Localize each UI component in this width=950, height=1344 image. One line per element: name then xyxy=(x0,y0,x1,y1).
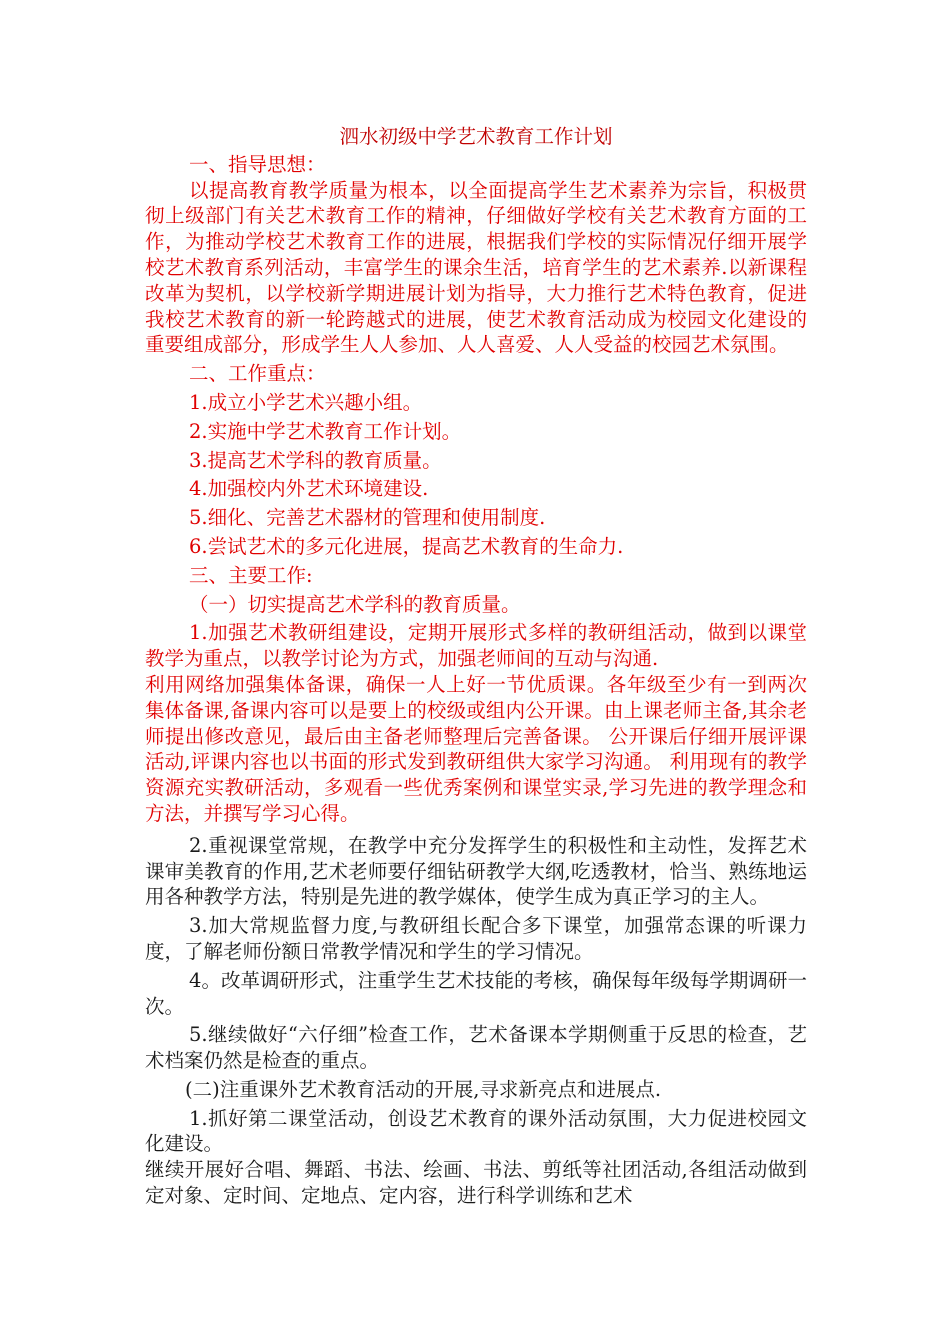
section3-sub2-item1-detail: 继续开展好合唱、舞蹈、书法、绘画、书法、剪纸等社团活动,各组活动做到定对象、定时间、定地点、定内容，进行科学训练和艺术 xyxy=(145,1158,807,1208)
section1-heading: 一、指导思想： xyxy=(189,152,326,176)
section3-sub2-item1: 1.抓好第二课堂活动，创设艺术教育的课外活动氛围，大力促进校园文化建设。 xyxy=(145,1106,807,1156)
section3-item4: 4。改革调研形式，注重学生艺术技能的考核，确保每年级每学期调研一次。 xyxy=(145,968,807,1018)
section2-item: 4.加强校内外艺术环境建设. xyxy=(189,477,429,501)
section3-heading: 三、主要工作: xyxy=(189,563,313,587)
section2-item: 2.实施中学艺术教育工作计划。 xyxy=(189,419,462,443)
section2-item: 6.尝试艺术的多元化进展，提高艺术教育的生命力. xyxy=(189,534,624,558)
section3-item5: 5.继续做好“六仔细”检查工作，艺术备课本学期侧重于反思的检查，艺术档案仍然是检查的重点。 xyxy=(145,1023,807,1073)
section3-item3: 3.加大常规监督力度,与教研组长配合多下课堂，加强常态课的听课力度，了解老师份额日常教学情况和学生的学习情况。 xyxy=(145,914,807,963)
section1-body: 以提高教育教学质量为根本，以全面提高学生艺术素养为宗旨，积极贯彻上级部门有关艺术教育工作的精神，仔细做好学校有关艺术教育方面的工作，为推动学校艺术教育工作的进展，根据我们学校的实际情况仔细开展学校艺术教育系列活动，丰富学生的课余生活，培育学生的艺术素养.以新课程改革为契机，以学校新学期进展计划为指导，大力推行艺术特色教育，促进我校艺术教育的新一轮跨越式的进展，使艺术教育活动成为校园文化建设的重要组成部分，形成学生人人参加、人人喜爱、人人受益的校园艺术氛围。 xyxy=(145,178,807,357)
section3-item1-detail: 利用网络加强集体备课，确保一人上好一节优质课。各年级至少有一到两次集体备课,备课内容可以是要上的校级或组内公开课。由上课老师主备,其余老师提出修改意见，最后由主备老师整理后完善备课。 公开课后仔细开展评课活动,评课内容也以书面的形式发到教研组供大家学习沟通。 利用现有的教学资源充实教研活动，多观看一些优秀案例和课堂实录,学习先进的教学理念和方法，并撰写学习心得。 xyxy=(145,672,807,825)
section2-item: 3.提高艺术学科的教育质量。 xyxy=(189,448,442,472)
document-page xyxy=(145,124,807,1209)
section3-sub1-heading: （一）切实提高艺术学科的教育质量。 xyxy=(189,592,521,616)
section3-sub2-heading: (二)注重课外艺术教育活动的开展,寻求新亮点和进展点. xyxy=(185,1077,662,1101)
section2-item: 1.成立小学艺术兴趣小组。 xyxy=(189,390,423,414)
section3-item2: 2.重视课堂常规，在教学中充分发挥学生的积极性和主动性，发挥艺术课审美教育的作用,艺术老师要仔细钻研教学大纲,吃透教材，恰当、熟练地运用各种教学方法，特别是先进的教学媒体，使学生成为真正学习的主人。 xyxy=(145,833,807,909)
section2-item: 5.细化、完善艺术器材的管理和使用制度. xyxy=(189,506,546,530)
section2-heading: 二、工作重点： xyxy=(189,362,326,386)
section3-item1: 1.加强艺术教研组建设，定期开展形式多样的教研组活动，做到以课堂教学为重点，以教学讨论为方式，加强老师间的互动与沟通. xyxy=(145,621,807,671)
document-title: 泗水初级中学艺术教育工作计划 xyxy=(339,125,613,148)
